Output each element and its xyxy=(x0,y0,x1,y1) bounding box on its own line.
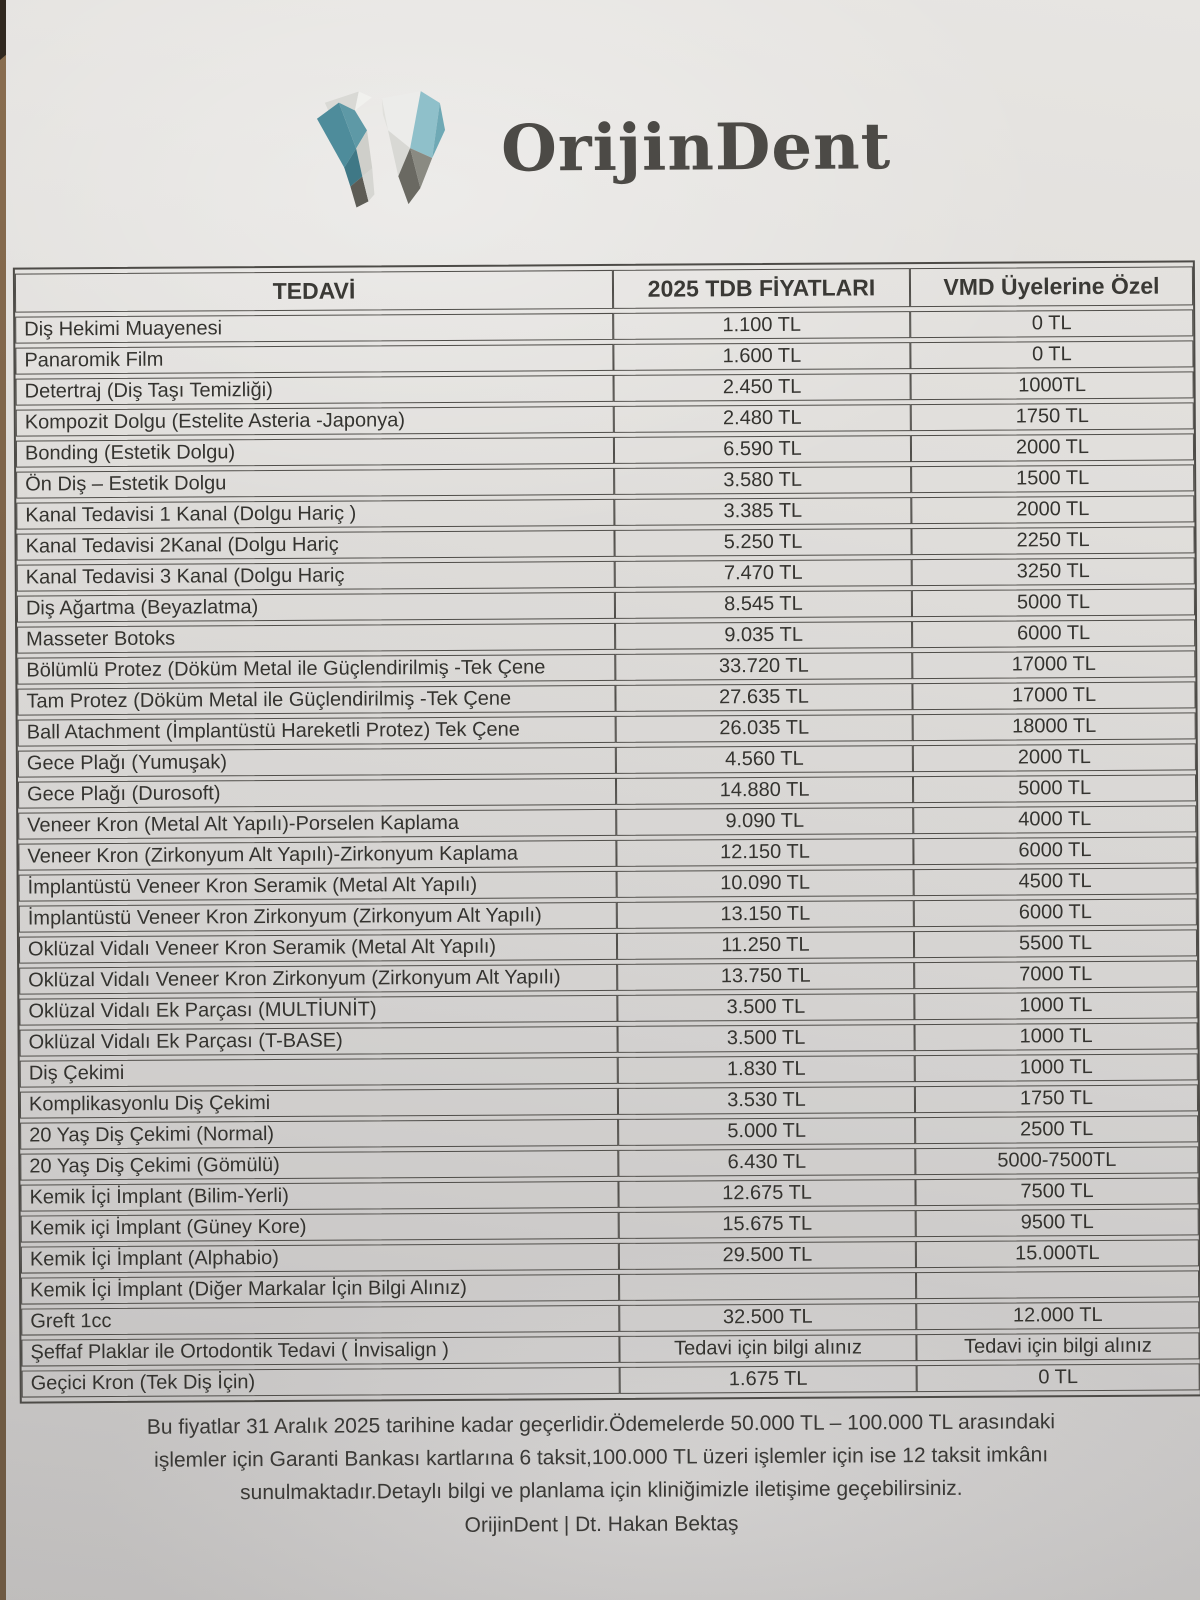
price-2025-cell xyxy=(619,1272,916,1301)
price-2025-cell: 8.545 TL xyxy=(615,590,912,619)
vmd-price-cell: 3250 TL xyxy=(912,557,1195,586)
treatment-cell: Kemik İçi İmplant (Diğer Markalar İçin Bilgi Alınız) xyxy=(21,1274,619,1305)
treatment-cell: Diş Hekimi Muayenesi xyxy=(15,313,613,344)
treatment-cell: Kemik içi İmplant (Güney Kore) xyxy=(21,1212,619,1243)
table-row xyxy=(16,464,1194,498)
table-row xyxy=(17,557,1195,591)
table-row xyxy=(19,898,1197,932)
vmd-price-cell: 0 TL xyxy=(917,1363,1200,1392)
price-2025-cell: 1.600 TL xyxy=(613,342,910,371)
table-row xyxy=(15,340,1193,374)
vmd-price-cell: 4000 TL xyxy=(913,805,1196,834)
price-2025-cell: 3.500 TL xyxy=(617,993,914,1022)
treatment-cell: Gece Plağı (Durosoft) xyxy=(18,778,616,809)
price-2025-cell: 3.500 TL xyxy=(618,1024,915,1053)
price-2025-cell: 15.675 TL xyxy=(619,1210,916,1239)
vmd-price-cell: 17000 TL xyxy=(912,681,1195,710)
price-2025-cell: 11.250 TL xyxy=(617,931,914,960)
treatment-cell: İmplantüstü Veneer Kron Seramik (Metal Alt Yapılı) xyxy=(19,871,617,902)
treatment-cell: Kemik İçi İmplant (Alphabio) xyxy=(21,1243,619,1274)
price-2025-cell: 26.035 TL xyxy=(616,714,913,743)
vmd-price-cell: 9500 TL xyxy=(916,1208,1199,1237)
table-row xyxy=(16,433,1194,467)
treatment-cell: Oklüzal Vidalı Ek Parçası (T-BASE) xyxy=(20,1026,618,1057)
column-header-treatment: TEDAVİ xyxy=(15,270,613,313)
table-row xyxy=(20,1146,1198,1180)
price-2025-cell: 6.430 TL xyxy=(618,1148,915,1177)
treatment-cell: Kanal Tedavisi 1 Kanal (Dolgu Hariç ) xyxy=(16,499,614,530)
treatment-cell: Oklüzal Vidalı Ek Parçası (MULTİUNİT) xyxy=(19,995,617,1026)
treatment-cell: Detertraj (Diş Taşı Temizliği) xyxy=(16,375,614,406)
vmd-price-cell: 5000 TL xyxy=(913,774,1196,803)
footer-note-line: Bu fiyatlar 31 Aralık 2025 tarihine kadar geçerlidir.Ödemelerde 50.000 TL – 100.000 TL arasındaki xyxy=(146,1410,1056,1439)
vmd-price-cell: 5000 TL xyxy=(912,588,1195,617)
price-list-document xyxy=(6,0,1200,1600)
vmd-price-cell: 6000 TL xyxy=(914,898,1197,927)
table-row xyxy=(18,712,1196,746)
treatment-cell: Ön Diş – Estetik Dolgu xyxy=(16,468,614,499)
vmd-price-cell: 2000 TL xyxy=(913,743,1196,772)
treatment-cell: Greft 1cc xyxy=(21,1305,619,1336)
price-2025-cell: 2.480 TL xyxy=(614,404,911,433)
footer-note-line: işlemler için Garanti Bankası kartlarına 6 taksit,100.000 TL üzeri işlemler için ise 12 taksit imkânı xyxy=(154,1443,1049,1472)
vmd-price-cell: 1000 TL xyxy=(915,1053,1198,1082)
treatment-cell: Kompozit Dolgu (Estelite Asteria -Japonya) xyxy=(16,406,614,437)
treatment-cell: Masseter Botoks xyxy=(17,623,615,654)
price-2025-cell: 9.035 TL xyxy=(615,621,912,650)
treatment-cell: Bonding (Estetik Dolgu) xyxy=(16,437,614,468)
treatment-cell: 20 Yaş Diş Çekimi (Gömülü) xyxy=(20,1150,618,1181)
vmd-price-cell: 2500 TL xyxy=(915,1115,1198,1144)
price-2025-cell: 5.000 TL xyxy=(618,1117,915,1146)
footer-note-line: sunulmaktadır.Detaylı bilgi ve planlama için kliniğimizle iletişime geçebilirsiniz. xyxy=(240,1476,963,1505)
price-2025-cell: 13.150 TL xyxy=(617,900,914,929)
vmd-price-cell: 6000 TL xyxy=(913,836,1196,865)
vmd-price-cell: 5000-7500TL xyxy=(915,1146,1198,1175)
price-2025-cell: 1.100 TL xyxy=(613,311,910,340)
table-row xyxy=(18,774,1196,808)
treatment-cell: Oklüzal Vidalı Veneer Kron Zirkonyum (Zirkonyum Alt Yapılı) xyxy=(19,964,617,995)
vmd-price-cell: 0 TL xyxy=(910,309,1193,338)
vmd-price-cell: 1500 TL xyxy=(911,464,1194,493)
table-row xyxy=(20,1084,1198,1118)
table-row xyxy=(21,1208,1199,1242)
vmd-price-cell: 1000TL xyxy=(911,371,1194,400)
price-2025-cell: 32.500 TL xyxy=(619,1303,916,1332)
treatment-cell: Kanal Tedavisi 3 Kanal (Dolgu Hariç xyxy=(17,561,615,592)
column-header-2025-prices: 2025 TDB FİYATLARI xyxy=(613,268,910,309)
table-row xyxy=(18,805,1196,839)
table-row xyxy=(21,1239,1199,1273)
price-2025-cell: Tedavi için bilgi alınız xyxy=(619,1334,916,1363)
table-row xyxy=(17,650,1195,684)
table-row xyxy=(19,867,1197,901)
price-2025-cell: 2.450 TL xyxy=(614,373,911,402)
price-2025-cell: 29.500 TL xyxy=(619,1241,916,1270)
table-row xyxy=(19,960,1197,994)
table-row xyxy=(18,836,1196,870)
price-2025-cell: 9.090 TL xyxy=(616,807,913,836)
vmd-price-cell: 2000 TL xyxy=(911,495,1194,524)
treatment-cell: Veneer Kron (Zirkonyum Alt Yapılı)-Zirkonyum Kaplama xyxy=(18,840,616,871)
treatment-cell: Diş Ağartma (Beyazlatma) xyxy=(17,592,615,623)
header-row xyxy=(15,266,1193,312)
price-2025-cell: 27.635 TL xyxy=(615,683,912,712)
price-2025-cell: 4.560 TL xyxy=(616,745,913,774)
vmd-price-cell: 17000 TL xyxy=(912,650,1195,679)
table-row xyxy=(19,929,1197,963)
table-row xyxy=(16,371,1194,405)
price-2025-cell: 1.675 TL xyxy=(620,1365,917,1394)
table-row xyxy=(19,991,1197,1025)
price-2025-cell: 12.150 TL xyxy=(616,838,913,867)
treatment-cell: İmplantüstü Veneer Kron Zirkonyum (Zirkonyum Alt Yapılı) xyxy=(19,902,617,933)
table-row xyxy=(21,1301,1199,1335)
vmd-price-cell: Tedavi için bilgi alınız xyxy=(916,1332,1199,1361)
vmd-price-cell xyxy=(916,1270,1199,1299)
table-row xyxy=(21,1270,1199,1304)
price-2025-cell: 3.385 TL xyxy=(614,497,911,526)
price-2025-cell: 13.750 TL xyxy=(617,962,914,991)
table-row xyxy=(20,1115,1198,1149)
vmd-price-cell: 1000 TL xyxy=(914,991,1197,1020)
vmd-price-cell: 15.000TL xyxy=(916,1239,1199,1268)
treatment-cell: Veneer Kron (Metal Alt Yapılı)-Porselen Kaplama xyxy=(18,809,616,840)
treatment-cell: 20 Yaş Diş Çekimi (Normal) xyxy=(20,1119,618,1150)
table-row xyxy=(22,1363,1200,1397)
treatment-cell: Diş Çekimi xyxy=(20,1057,618,1088)
vmd-price-cell: 2000 TL xyxy=(911,433,1194,462)
vmd-price-cell: 1750 TL xyxy=(911,402,1194,431)
price-table xyxy=(13,260,1200,1403)
treatment-cell: Ball Atachment (İmplantüstü Hareketli Protez) Tek Çene xyxy=(18,716,616,747)
table-row xyxy=(15,309,1193,343)
table-row xyxy=(17,681,1195,715)
price-2025-cell: 12.675 TL xyxy=(618,1179,915,1208)
treatment-cell: Bölümlü Protez (Döküm Metal ile Güçlendirilmiş -Tek Çene xyxy=(17,654,615,685)
table-row xyxy=(20,1177,1198,1211)
vmd-price-cell: 4500 TL xyxy=(914,867,1197,896)
vmd-price-cell: 1000 TL xyxy=(914,1022,1197,1051)
vmd-price-cell: 12.000 TL xyxy=(916,1301,1199,1330)
table-row xyxy=(17,588,1195,622)
vmd-price-cell: 18000 TL xyxy=(913,712,1196,741)
brand-name: OrijinDent xyxy=(500,108,892,187)
treatment-cell: Geçici Kron (Tek Diş İçin) xyxy=(22,1367,620,1398)
vmd-price-cell: 1750 TL xyxy=(915,1084,1198,1113)
table-row xyxy=(17,619,1195,653)
vmd-price-cell: 5500 TL xyxy=(914,929,1197,958)
price-2025-cell: 7.470 TL xyxy=(615,559,912,588)
vmd-price-cell: 6000 TL xyxy=(912,619,1195,648)
table-row xyxy=(18,743,1196,777)
price-2025-cell: 5.250 TL xyxy=(614,528,911,557)
treatment-cell: Kemik İçi İmplant (Bilim-Yerli) xyxy=(20,1181,618,1212)
treatment-cell: Tam Protez (Döküm Metal ile Güçlendirilmiş -Tek Çene xyxy=(17,685,615,716)
price-2025-cell: 1.830 TL xyxy=(618,1055,915,1084)
treatment-cell: Şeffaf Plaklar ile Ortodontik Tedavi ( İnvisalign ) xyxy=(21,1336,619,1367)
footer-note xyxy=(11,1404,1192,1544)
vmd-price-cell: 7500 TL xyxy=(915,1177,1198,1206)
vmd-price-cell: 0 TL xyxy=(910,340,1193,369)
table-row xyxy=(16,495,1194,529)
price-2025-cell: 3.530 TL xyxy=(618,1086,915,1115)
treatment-cell: Komplikasyonlu Diş Çekimi xyxy=(20,1088,618,1119)
column-header-vmd-members: VMD Üyelerine Özel xyxy=(910,266,1193,307)
treatment-cell: Gece Plağı (Yumuşak) xyxy=(18,747,616,778)
price-2025-cell: 33.720 TL xyxy=(615,652,912,681)
tooth-logo-icon xyxy=(309,88,450,211)
price-2025-cell: 10.090 TL xyxy=(617,869,914,898)
price-2025-cell: 3.580 TL xyxy=(614,466,911,495)
vmd-price-cell: 7000 TL xyxy=(914,960,1197,989)
brand-header xyxy=(2,0,1197,232)
treatment-cell: Panaromik Film xyxy=(15,344,613,375)
price-2025-cell: 14.880 TL xyxy=(616,776,913,805)
vmd-price-cell: 2250 TL xyxy=(911,526,1194,555)
table-row xyxy=(16,402,1194,436)
footer-signature: OrijinDent | Dt. Hakan Bektaş xyxy=(464,1512,739,1537)
table-row xyxy=(21,1332,1199,1366)
price-2025-cell: 6.590 TL xyxy=(614,435,911,464)
table-row xyxy=(20,1022,1198,1056)
treatment-cell: Kanal Tedavisi 2Kanal (Dolgu Hariç xyxy=(16,530,614,561)
table-row xyxy=(16,526,1194,560)
table-row xyxy=(20,1053,1198,1087)
treatment-cell: Oklüzal Vidalı Veneer Kron Seramik (Metal Alt Yapılı) xyxy=(19,933,617,964)
